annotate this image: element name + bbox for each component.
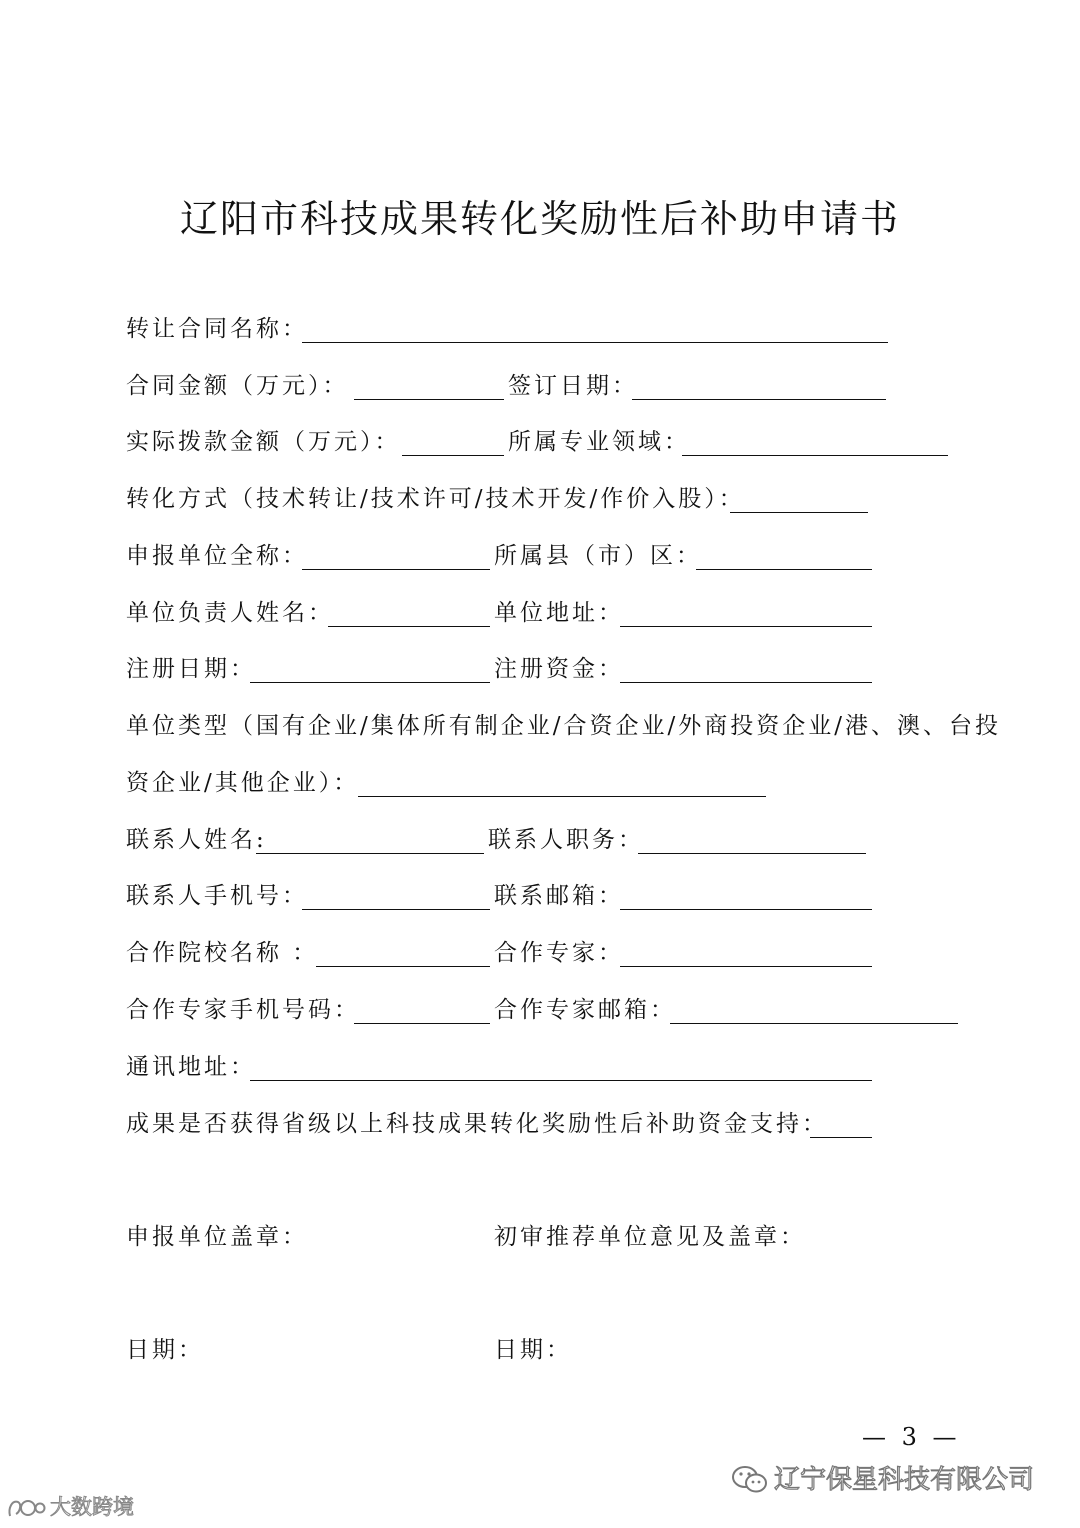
watermark-right-text: 辽宁保星科技有限公司 — [774, 1465, 1035, 1495]
expert-phone-label: 合作专家手机号码： — [126, 997, 360, 1023]
watermark-left-text: 大数跨境 — [50, 1495, 134, 1519]
mail-address-label: 通讯地址： — [126, 1054, 256, 1080]
contact-title-blank — [638, 853, 866, 854]
logo-icon — [6, 1496, 46, 1528]
applicant-blank — [302, 569, 490, 570]
unit-type-blank — [358, 796, 766, 797]
reviewer-seal-label: 初审推荐单位意见及盖章： — [494, 1224, 806, 1250]
applicant-seal-label: 申报单位盖章： — [126, 1224, 308, 1250]
contact-phone-blank — [302, 909, 490, 910]
field-blank — [682, 455, 948, 456]
support-label: 成果是否获得省级以上科技成果转化奖励性后补助资金支持： — [126, 1111, 828, 1137]
method-label: 转化方式（技术转让/技术许可/技术开发/作价入股）： — [126, 486, 745, 512]
contact-name-blank — [256, 853, 484, 854]
date-label-left: 日期： — [126, 1337, 204, 1363]
contact-phone-label: 联系人手机号： — [126, 883, 308, 909]
leader-label: 单位负责人姓名： — [126, 600, 334, 626]
expert-blank — [620, 966, 872, 967]
date-label-right: 日期： — [494, 1337, 572, 1363]
reg-date-label: 注册日期： — [126, 656, 256, 682]
applicant-label: 申报单位全称： — [126, 543, 308, 569]
county-label: 所属县（市）区： — [494, 543, 702, 569]
support-blank — [810, 1137, 872, 1138]
reg-capital-label: 注册资金： — [494, 656, 624, 682]
mail-address-blank — [250, 1080, 872, 1081]
method-blank — [730, 512, 868, 513]
field-label: 所属专业领域： — [508, 429, 690, 455]
unit-type-label-line1: 单位类型（国有企业/集体所有制企业/合资企业/外商投资企业/港、澳、台投 — [126, 713, 1001, 739]
expert-email-blank — [670, 1023, 958, 1024]
expert-email-label: 合作专家邮箱： — [494, 997, 676, 1023]
contract-amount-label: 合同金额（万元）： — [126, 373, 349, 399]
contact-email-label: 联系邮箱： — [494, 883, 624, 909]
reg-capital-blank — [620, 682, 872, 683]
expert-label: 合作专家： — [494, 940, 624, 966]
college-blank — [316, 966, 490, 967]
actual-amount-label: 实际拨款金额（万元）： — [126, 429, 401, 455]
page-number: — 3 — — [862, 1423, 961, 1451]
unit-type-label-line2: 资企业/其他企业）： — [126, 770, 360, 796]
county-blank — [696, 569, 872, 570]
sign-date-blank — [632, 399, 886, 400]
contact-name-label: 联系人姓名: — [126, 827, 267, 853]
sign-date-label: 签订日期： — [508, 373, 638, 399]
expert-phone-blank — [354, 1023, 490, 1024]
actual-amount-blank — [402, 455, 504, 456]
contact-email-blank — [620, 909, 872, 910]
address-blank — [620, 626, 872, 627]
leader-blank — [328, 626, 490, 627]
address-label: 单位地址： — [494, 600, 624, 626]
college-label: 合作院校名称 ： — [126, 940, 319, 966]
contract-amount-blank — [354, 399, 504, 400]
contract-name-label: 转让合同名称： — [126, 316, 308, 342]
reg-date-blank — [250, 682, 490, 683]
page-title: 辽阳市科技成果转化奖励性后补助申请书 — [179, 197, 900, 241]
wechat-icon — [730, 1464, 770, 1508]
contact-title-label: 联系人职务： — [488, 827, 644, 853]
contract-name-blank — [302, 342, 888, 343]
